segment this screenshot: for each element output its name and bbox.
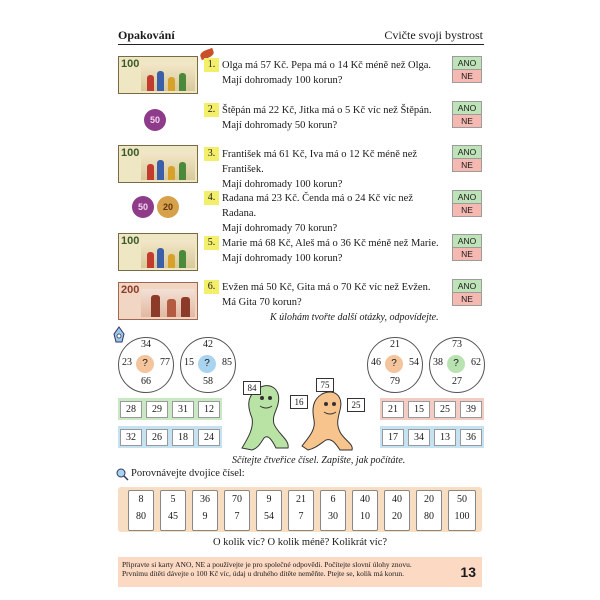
question-text: Mají dohromady 70 korun?	[222, 223, 338, 234]
strip-number: 18	[172, 429, 194, 446]
answer-box-2	[452, 101, 482, 128]
pair-bottom: 7	[298, 511, 304, 522]
strip-number: 21	[382, 401, 404, 418]
pair-bottom: 10	[360, 511, 370, 522]
banknote-200	[118, 282, 198, 320]
yes-label: ANO	[452, 101, 482, 115]
page-number: 13	[460, 564, 476, 580]
strip-number: 17	[382, 429, 404, 446]
coin-20: 20	[157, 196, 179, 218]
answer-box-5	[452, 234, 482, 261]
yes-label: ANO	[452, 190, 482, 204]
number-pair	[224, 490, 250, 531]
pair-top: 70	[232, 494, 242, 505]
number-strip	[118, 398, 222, 420]
yes-label: ANO	[452, 234, 482, 248]
pair-bottom: 100	[454, 511, 470, 522]
pair-top: 8	[138, 494, 144, 505]
question-text: Mají dohromady 100 korun?	[222, 75, 343, 86]
circle-value: 46	[371, 357, 381, 368]
number-circle	[118, 337, 174, 393]
no-label: NE	[452, 204, 482, 217]
teacher-note	[118, 557, 482, 587]
circle-value: 21	[390, 339, 400, 350]
question-4	[204, 191, 444, 236]
no-label: NE	[452, 159, 482, 172]
no-label: NE	[452, 248, 482, 261]
question-3	[204, 147, 444, 192]
no-label: NE	[452, 70, 482, 83]
banknote-100	[118, 233, 198, 271]
question-text: Mají dohromady 100 korun?	[222, 253, 343, 264]
circle-value: 62	[471, 357, 481, 368]
question-text: František má 61 Kč, Iva má o 12 Kč méně než František.	[222, 149, 418, 175]
circle-value: 34	[141, 339, 151, 350]
unknown-center: ?	[136, 355, 154, 373]
yes-label: ANO	[452, 279, 482, 293]
question-number: 1.	[204, 58, 219, 72]
number-strip	[380, 426, 484, 448]
pair-bottom: 54	[264, 511, 274, 522]
question-5	[204, 236, 444, 266]
banknote-denomination: 200	[121, 284, 140, 296]
number-strip	[380, 398, 484, 420]
page-subtitle: Cvičte svoji bystrost	[384, 28, 483, 42]
creature-card: 75	[316, 378, 334, 392]
sum-instruction: Sčítejte čtveřice čísel. Zapište, jak počítáte.	[232, 455, 406, 466]
header-divider	[118, 44, 484, 45]
question-text: Mají dohromady 100 korun?	[222, 179, 343, 190]
pair-bottom: 9	[202, 511, 208, 522]
question-number: 3.	[204, 147, 219, 161]
question-number: 5.	[204, 236, 219, 250]
pair-top: 6	[330, 494, 336, 505]
coin-50: 50	[132, 196, 154, 218]
number-pair	[384, 490, 410, 531]
circle-value: 23	[122, 357, 132, 368]
circle-value: 73	[452, 339, 462, 350]
question-number: 2.	[204, 103, 219, 117]
unknown-center: ?	[385, 355, 403, 373]
pair-top: 21	[296, 494, 306, 505]
unknown-center: ?	[198, 355, 216, 373]
pair-bottom: 45	[168, 511, 178, 522]
circle-value: 66	[141, 376, 151, 387]
number-pair	[160, 490, 186, 531]
circle-value: 54	[409, 357, 419, 368]
answer-box-6	[452, 279, 482, 306]
banknote-100	[118, 145, 198, 183]
number-pair	[256, 490, 282, 531]
circle-value: 27	[452, 376, 462, 387]
strip-number: 25	[434, 401, 456, 418]
number-circle	[429, 337, 485, 393]
pair-top: 20	[424, 494, 434, 505]
question-6	[204, 280, 444, 310]
yes-label: ANO	[452, 145, 482, 159]
strip-number: 36	[460, 429, 482, 446]
circle-value: 42	[203, 339, 213, 350]
coin-50: 50	[144, 109, 166, 131]
answer-box-4	[452, 190, 482, 217]
magnifier-icon	[116, 468, 129, 481]
number-circle	[180, 337, 236, 393]
question-text: Marie má 68 Kč, Aleš má o 36 Kč méně než Marie.	[222, 238, 439, 249]
pair-top: 40	[360, 494, 370, 505]
question-text: Štěpán má 22 Kč, Jitka má o 5 Kč víc než Štěpán.	[222, 105, 432, 116]
banknote-denomination: 100	[121, 235, 140, 247]
no-label: NE	[452, 293, 482, 306]
number-strip	[118, 426, 222, 448]
pair-top: 5	[170, 494, 176, 505]
banknote-100	[118, 56, 198, 94]
strip-number: 29	[146, 401, 168, 418]
strip-number: 32	[120, 429, 142, 446]
number-pair	[320, 490, 346, 531]
pair-top: 36	[200, 494, 210, 505]
strip-number: 31	[172, 401, 194, 418]
pair-top: 40	[392, 494, 402, 505]
number-pair	[448, 490, 476, 531]
compare-question: O kolik víc? O kolik méně? Kolikrát víc?	[212, 537, 388, 548]
strip-number: 12	[198, 401, 220, 418]
question-number: 6.	[204, 280, 219, 294]
banknote-denomination: 100	[121, 58, 140, 70]
pair-bottom: 80	[424, 511, 434, 522]
question-text: Evžen má 50 Kč, Gita má o 70 Kč víc než Evžen.	[222, 282, 431, 293]
number-pair	[416, 490, 442, 531]
strip-number: 39	[460, 401, 482, 418]
strip-number: 26	[146, 429, 168, 446]
circle-value: 85	[222, 357, 232, 368]
teacher-note-line: Připravte si karty ANO, NE a používejte je pro společné odpovědi. Počítejte slovní úlohy znovu.	[122, 560, 412, 569]
creature-card: 16	[290, 395, 308, 409]
circle-value: 79	[390, 376, 400, 387]
circle-value: 15	[184, 357, 194, 368]
strip-number: 28	[120, 401, 142, 418]
compare-title: Porovnávejte dvojice čísel:	[131, 468, 245, 479]
unknown-center: ?	[447, 355, 465, 373]
number-pair	[128, 490, 154, 531]
more-questions-note: K úlohám tvořte další otázky, odpovídejte.	[270, 312, 439, 323]
pair-bottom: 7	[234, 511, 240, 522]
answer-box-1	[452, 56, 482, 83]
no-label: NE	[452, 115, 482, 128]
teacher-note-line: Prvnímu dítěti dávejte o 100 Kč víc, údaj u druhého dítěte neměňte. Ptejte se, kolik má korun.	[122, 569, 405, 579]
creature-card: 25	[347, 398, 365, 412]
pair-top: 50	[457, 494, 467, 505]
pair-top: 9	[266, 494, 272, 505]
number-circle	[367, 337, 423, 393]
pair-bottom: 80	[136, 511, 146, 522]
strip-number: 24	[198, 429, 220, 446]
question-text: Olga má 57 Kč. Pepa má o 14 Kč méně než Olga.	[222, 60, 432, 71]
creature-card: 84	[243, 381, 261, 395]
page-title: Opakování	[118, 28, 175, 42]
question-number: 4.	[204, 191, 219, 205]
pencil-icon	[112, 326, 126, 344]
number-pair	[288, 490, 314, 531]
yes-label: ANO	[452, 56, 482, 70]
strip-number: 15	[408, 401, 430, 418]
answer-box-3	[452, 145, 482, 172]
pair-bottom: 30	[328, 511, 338, 522]
banknote-denomination: 100	[121, 147, 140, 159]
circle-value: 77	[160, 357, 170, 368]
circle-value: 58	[203, 376, 213, 387]
question-text: Radana má 23 Kč. Čenda má o 24 Kč víc než Radana.	[222, 193, 413, 219]
number-pair	[352, 490, 378, 531]
question-1	[204, 58, 444, 88]
teacher-note-text	[122, 560, 452, 578]
question-text: Mají dohromady 50 korun?	[222, 120, 338, 131]
pair-bottom: 20	[392, 511, 402, 522]
question-text: Má Gita 70 korun?	[222, 297, 302, 308]
strip-number: 13	[434, 429, 456, 446]
circle-value: 38	[433, 357, 443, 368]
number-pair	[192, 490, 218, 531]
strip-number: 34	[408, 429, 430, 446]
question-2	[204, 103, 444, 133]
